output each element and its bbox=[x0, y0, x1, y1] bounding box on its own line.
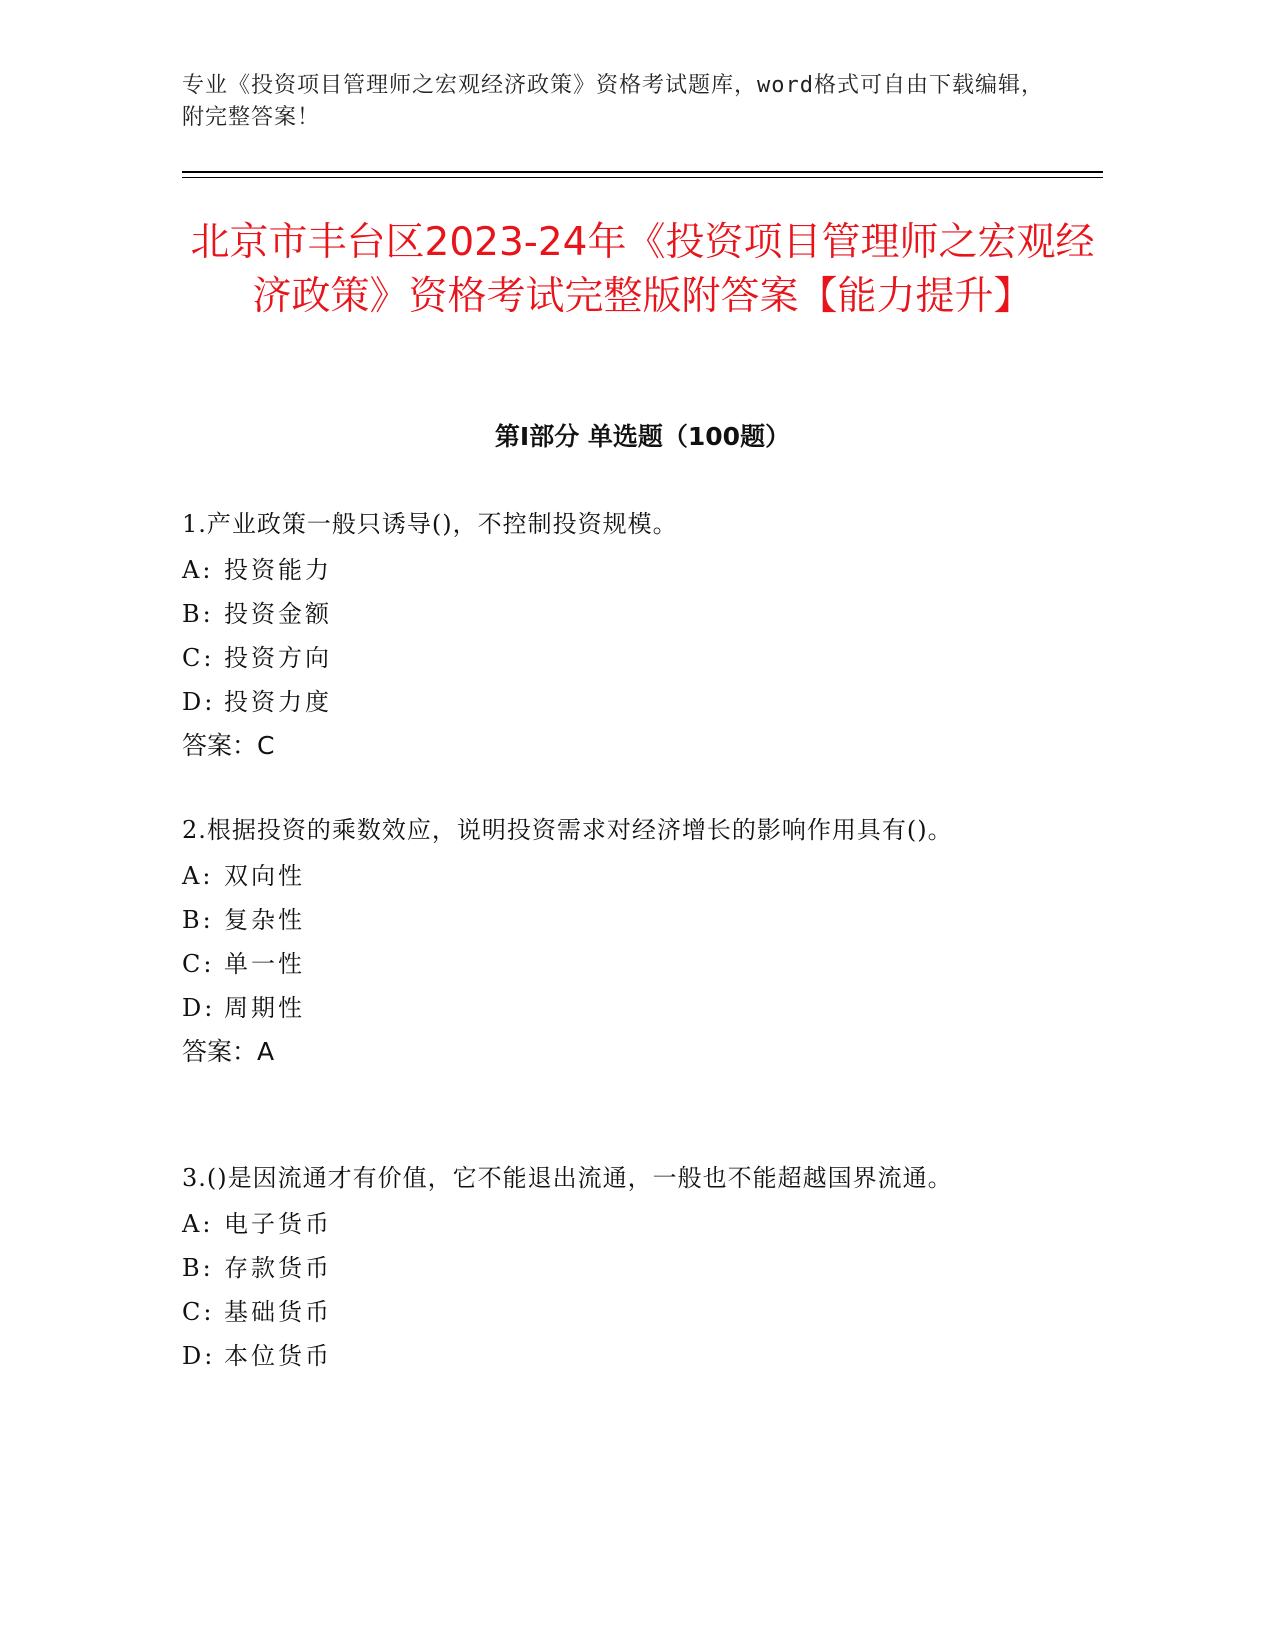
option-d bbox=[182, 986, 1062, 1030]
option-text: 本位货币 bbox=[224, 1342, 332, 1370]
option-key: B: bbox=[182, 906, 214, 934]
option-d bbox=[182, 680, 1062, 724]
option-text: 单一性 bbox=[224, 950, 305, 978]
option-text: 存款货币 bbox=[224, 1254, 332, 1282]
header-divider-thin bbox=[182, 177, 1103, 178]
option-text: 双向性 bbox=[224, 862, 305, 890]
header-note: 专业《投资项目管理师之宏观经济政策》资格考试题库，word格式可自由下载编辑，附完整答案！ bbox=[182, 73, 1044, 130]
question-stem: 2.根据投资的乘数效应，说明投资需求对经济增长的影响作用具有()。 bbox=[182, 816, 953, 844]
option-key: A: bbox=[182, 1210, 214, 1238]
option-a bbox=[182, 854, 1062, 898]
option-c bbox=[182, 636, 1062, 680]
option-a bbox=[182, 548, 1062, 592]
option-key: A: bbox=[182, 862, 214, 890]
option-a bbox=[182, 1202, 1062, 1246]
option-key: B: bbox=[182, 600, 214, 628]
option-key: A: bbox=[182, 556, 214, 584]
option-key: C: bbox=[182, 644, 215, 672]
option-text: 投资力度 bbox=[224, 688, 332, 716]
option-key: C: bbox=[182, 950, 215, 978]
option-text: 复杂性 bbox=[224, 906, 305, 934]
option-key: D: bbox=[182, 994, 216, 1022]
option-d bbox=[182, 1334, 1062, 1378]
question-stem: 1.产业政策一般只诱导()，不控制投资规模。 bbox=[182, 510, 678, 538]
option-key: B: bbox=[182, 1254, 214, 1282]
option-b bbox=[182, 1246, 1062, 1290]
option-text: 周期性 bbox=[224, 994, 305, 1022]
option-b bbox=[182, 898, 1062, 942]
section-heading: 第Ⅰ部分 单选题（100题） bbox=[494, 422, 791, 451]
document-title: 北京市丰台区2023-24年《投资项目管理师之宏观经济政策》资格考试完整版附答案【能力提升】 bbox=[190, 220, 1095, 319]
option-b bbox=[182, 592, 1062, 636]
question-2 bbox=[182, 806, 1062, 1074]
header-divider-thick bbox=[182, 171, 1103, 173]
option-key: D: bbox=[182, 1342, 216, 1370]
option-text: 基础货币 bbox=[224, 1298, 332, 1326]
answer-line: 答案：C bbox=[182, 731, 275, 760]
option-key: C: bbox=[182, 1298, 215, 1326]
option-text: 投资金额 bbox=[224, 600, 332, 628]
question-stem: 3.()是因流通才有价值，它不能退出流通，一般也不能超越国界流通。 bbox=[182, 1164, 953, 1192]
option-text: 投资方向 bbox=[224, 644, 332, 672]
option-c bbox=[182, 1290, 1062, 1334]
question-1 bbox=[182, 500, 1062, 768]
option-text: 电子货币 bbox=[224, 1210, 332, 1238]
option-key: D: bbox=[182, 688, 216, 716]
option-text: 投资能力 bbox=[224, 556, 332, 584]
answer-line: 答案：A bbox=[182, 1037, 275, 1066]
question-3 bbox=[182, 1154, 1062, 1378]
option-c bbox=[182, 942, 1062, 986]
